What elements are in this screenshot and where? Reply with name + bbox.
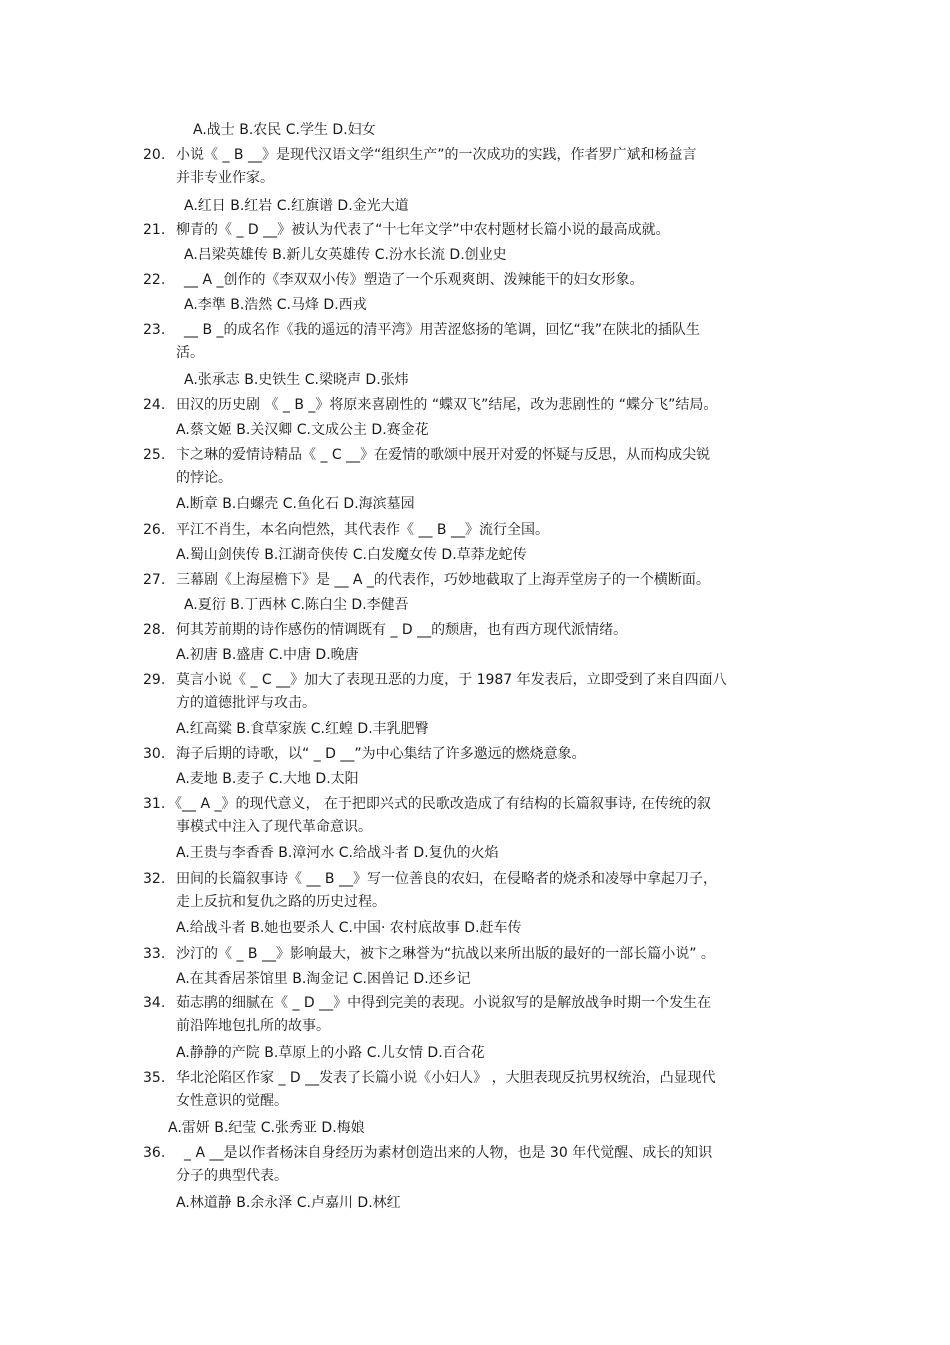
q23-stem-cont: 活。 [176, 345, 204, 361]
q30-number: 30. [143, 746, 166, 762]
q25-stem: 卞之琳的爱情诗精品《 _ C __》在爱情的歌颂中展开对爱的怀疑与反思，从而构成尖锐 [176, 447, 711, 463]
q35-stem: 华北沦陷区作家 _ D __发表了长篇小说《小妇人》 ，大胆表现反抗男权统治，凸显现代 [176, 1070, 716, 1086]
q21-options: A.吕梁英雄传 B.新儿女英雄传 C.汾水长流 D.创业史 [184, 247, 507, 263]
q23-stem: __ B _的成名作《我的遥远的清平湾》用苦涩悠扬的笔调，回忆“我”在陕北的插队生 [184, 322, 701, 338]
q21-number: 21. [143, 222, 166, 238]
q20-stem-cont: 并非专业作家。 [176, 170, 274, 186]
q30-stem: 海子后期的诗歌，以“ _ D __”为中心集结了许多邀远的燃烧意象。 [176, 746, 586, 762]
q35-stem-cont: 女性意识的觉醒。 [176, 1093, 288, 1109]
q25-options: A.断章 B.白螺壳 C.鱼化石 D.海滨墓园 [176, 496, 415, 512]
q34-stem-cont: 前沿阵地包扎所的故事。 [176, 1018, 330, 1034]
q20-number: 20. [143, 147, 166, 163]
q26-options: A.蜀山剑侠传 B.江湖奇侠传 C.白发魔女传 D.草莽龙蛇传 [176, 547, 527, 563]
q32-stem-cont: 走上反抗和复仇之路的历史过程。 [176, 894, 386, 910]
q20-options: A.红日 B.红岩 C.红旗谱 D.金光大道 [184, 198, 409, 214]
q22-stem: __ A _创作的《李双双小传》塑造了一个乐观爽朗、泼辣能干的妇女形象。 [184, 272, 644, 288]
q29-options: A.红高粱 B.食草家族 C.红蝗 D.丰乳肥臀 [176, 721, 429, 737]
q36-stem: _ A __是以作者杨沫自身经历为素材创造出来的人物，也是 30 年代觉醒、成长的知识 [184, 1145, 713, 1161]
q34-options: A.静静的产院 B.草原上的小路 C.儿女情 D.百合花 [176, 1045, 485, 1061]
q34-number: 34. [143, 995, 166, 1011]
q23-options: A.张承志 B.史铁生 C.梁晓声 D.张炜 [184, 372, 409, 388]
q32-stem: 田间的长篇叙事诗《 __ B __》写一位善良的农妇，在侵略者的烧杀和凌辱中拿起刀子， [176, 871, 717, 887]
q32-number: 32. [143, 871, 166, 887]
q36-stem-cont: 分子的典型代表。 [176, 1168, 288, 1184]
q33-options: A.在其香居茶馆里 B.淘金记 C.困兽记 D.还乡记 [176, 971, 471, 987]
q30-options: A.麦地 B.麦子 C.大地 D.太阳 [176, 771, 359, 787]
q19-options: A.战士 B.农民 C.学生 D.妇女 [193, 122, 376, 138]
q26-number: 26. [143, 522, 166, 538]
q22-number: 22. [143, 272, 166, 288]
q29-stem-cont: 方的道德批评与攻击。 [176, 695, 316, 711]
q31-number: 31. [143, 796, 166, 812]
q24-stem: 田汉的历史剧 《 _ B _》将原来喜剧性的 “蝶双飞”结尾，改为悲剧性的 “蝶分飞”结局。 [176, 397, 718, 413]
q31-stem: 《__ A _》的现代意义， 在于把即兴式的民歌改造成了有结构的长篇叙事诗, 在传统的叙 [168, 796, 711, 812]
q27-number: 27. [143, 572, 166, 588]
q28-stem: 何其芳前期的诗作感伤的情调既有 _ D __的颓唐，也有西方现代派情绪。 [176, 622, 628, 638]
q31-options: A.王贵与李香香 B.漳河水 C.给战斗者 D.复仇的火焰 [176, 845, 499, 861]
q24-number: 24. [143, 397, 166, 413]
q28-options: A.初唐 B.盛唐 C.中唐 D.晚唐 [176, 647, 359, 663]
q29-stem: 莫言小说《 _ C __》加大了表现丑恶的力度，于 1987 年发表后，立即受到了来自四面八 [176, 672, 727, 688]
q29-number: 29. [143, 672, 166, 688]
q33-number: 33. [143, 946, 166, 962]
q35-number: 35. [143, 1070, 166, 1086]
q36-options: A.林道静 B.余永泽 C.卢嘉川 D.林红 [176, 1195, 401, 1211]
q22-options: A.李準 B.浩然 C.马烽 D.西戎 [184, 297, 367, 313]
q27-stem: 三幕剧《上海屋檐下》是 __ A _的代表作，巧妙地截取了上海弄堂房子的一个横断面。 [176, 572, 710, 588]
q24-options: A.蔡文姬 B.关汉卿 C.文成公主 D.赛金花 [176, 422, 429, 438]
q25-stem-cont: 的悖论。 [176, 470, 232, 486]
q36-number: 36. [143, 1145, 166, 1161]
q32-options: A.给战斗者 B.她也要杀人 C.中国· 农村底故事 D.赶车传 [176, 920, 522, 936]
q20-stem: 小说《 _ B __》是现代汉语文学“组织生产”的一次成功的实践，作者罗广斌和杨益言 [176, 147, 697, 163]
q21-stem: 柳青的《 _ D __》被认为代表了“十七年文学”中农村题材长篇小说的最高成就。 [176, 222, 670, 238]
q26-stem: 平江不肖生，本名向恺然，其代表作《 __ B __》流行全国。 [176, 522, 549, 538]
q35-options: A.雷妍 B.纪莹 C.张秀亚 D.梅娘 [168, 1120, 365, 1136]
q23-number: 23. [143, 322, 166, 338]
q31-stem-cont: 事模式中注入了现代革命意识。 [176, 819, 372, 835]
q34-stem: 茹志鹃的细腻在《 _ D __》中得到完美的表现。小说叙写的是解放战争时期一个发生在 [176, 995, 712, 1011]
q25-number: 25. [143, 447, 166, 463]
q28-number: 28. [143, 622, 166, 638]
q33-stem: 沙汀的《 _ B __》影响最大，被卞之琳誉为“抗战以来所出版的最好的一部长篇小说” 。 [176, 946, 715, 962]
q27-options: A.夏衍 B.丁西林 C.陈白尘 D.李健吾 [184, 597, 409, 613]
